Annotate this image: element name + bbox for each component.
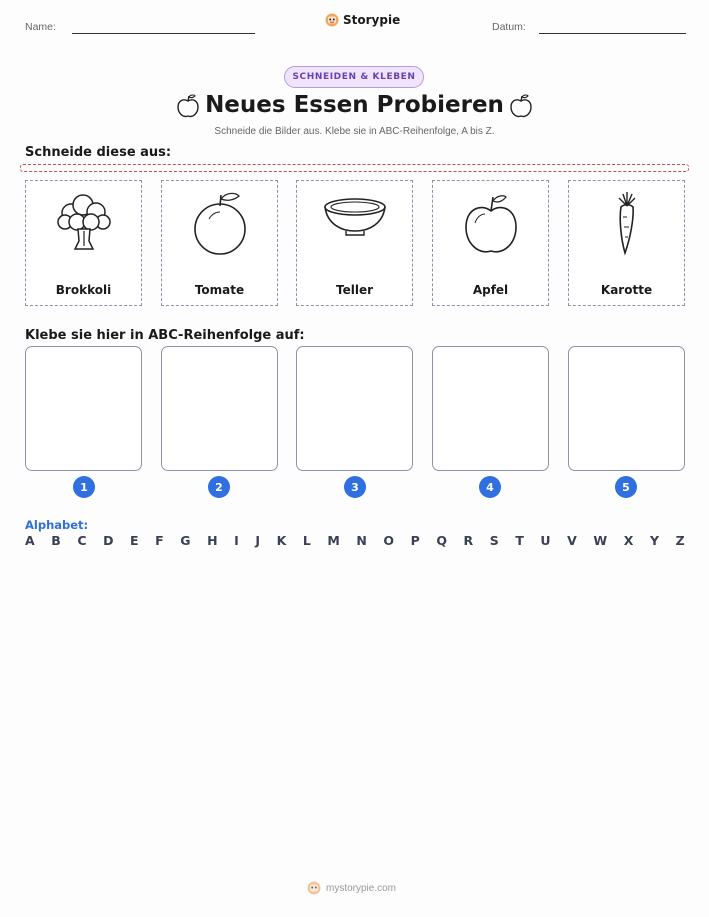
alphabet-letter: E — [130, 533, 139, 548]
storypie-logo-icon — [325, 13, 339, 27]
bowl-icon — [320, 189, 390, 259]
page-title: Neues Essen Probieren — [205, 92, 504, 118]
alphabet-letter: P — [410, 533, 420, 548]
brand-name: Storypie — [343, 13, 401, 27]
date-line[interactable] — [539, 33, 686, 34]
paste-box-5[interactable] — [568, 346, 685, 471]
alphabet-row — [25, 533, 685, 548]
alphabet-letter: G — [180, 533, 191, 548]
alphabet-letter: I — [234, 533, 239, 548]
cut-card-karotte[interactable] — [568, 180, 685, 306]
alphabet-letter: R — [463, 533, 474, 548]
date-label: Datum: — [492, 21, 526, 33]
paste-box-1[interactable] — [25, 346, 142, 471]
apple-icon — [509, 93, 533, 119]
alphabet-letter: X — [623, 533, 634, 548]
alphabet-letter: N — [356, 533, 367, 548]
alphabet-letter: H — [207, 533, 218, 548]
card-label: Teller — [335, 283, 373, 297]
alphabet-letter: A — [25, 533, 35, 548]
name-line[interactable] — [72, 33, 255, 34]
paste-number-2: 2 — [208, 476, 230, 498]
alphabet-letter: Z — [675, 533, 685, 548]
alphabet-label: Alphabet: — [25, 518, 89, 532]
cut-card-tomate[interactable] — [161, 180, 278, 306]
alphabet-letter: K — [276, 533, 287, 548]
storypie-logo-icon — [307, 881, 321, 895]
paste-heading: Klebe sie hier in ABC-Reihenfolge auf: — [25, 328, 305, 343]
alphabet-letter: D — [103, 533, 114, 548]
alphabet-letter: V — [567, 533, 577, 548]
broccoli-icon — [49, 189, 119, 259]
alphabet-letter: J — [255, 533, 260, 548]
paste-number-3: 3 — [344, 476, 366, 498]
tomato-icon — [185, 189, 255, 259]
cut-heading: Schneide diese aus: — [25, 145, 172, 160]
brand — [325, 13, 400, 27]
cut-card-brokkoli[interactable] — [25, 180, 142, 306]
cut-line — [20, 164, 689, 172]
cut-card-apfel[interactable] — [432, 180, 549, 306]
paste-number-5: 5 — [615, 476, 637, 498]
alphabet-letter: M — [327, 533, 340, 548]
alphabet-letter: S — [489, 533, 499, 548]
card-label: Apfel — [472, 283, 509, 297]
alphabet-letter: F — [155, 533, 164, 548]
alphabet-letter: L — [302, 533, 311, 548]
apple-icon — [456, 189, 526, 259]
alphabet-letter: O — [383, 533, 395, 548]
activity-badge: SCHNEIDEN & KLEBEN — [284, 66, 424, 88]
alphabet-letter: Y — [649, 533, 659, 548]
alphabet-letter: T — [515, 533, 524, 548]
alphabet-letter: U — [540, 533, 551, 548]
alphabet-letter: W — [593, 533, 608, 548]
paste-box-2[interactable] — [161, 346, 278, 471]
paste-box-4[interactable] — [432, 346, 549, 471]
carrot-icon — [592, 189, 662, 259]
card-label: Karotte — [600, 283, 653, 297]
paste-number-4: 4 — [479, 476, 501, 498]
alphabet-letter: Q — [436, 533, 447, 548]
name-label: Name: — [25, 21, 56, 33]
cut-card-teller[interactable] — [296, 180, 413, 306]
alphabet-letter: B — [51, 533, 61, 548]
card-label: Tomate — [194, 283, 245, 297]
footer — [307, 881, 396, 895]
footer-link[interactable]: mystorypie.com — [326, 882, 397, 894]
card-label: Brokkoli — [55, 283, 112, 297]
paste-number-1: 1 — [73, 476, 95, 498]
instructions: Schneide die Bilder aus. Klebe sie in ABC-Reihenfolge, A bis Z. — [214, 126, 495, 137]
paste-box-3[interactable] — [296, 346, 413, 471]
alphabet-letter: C — [77, 533, 87, 548]
